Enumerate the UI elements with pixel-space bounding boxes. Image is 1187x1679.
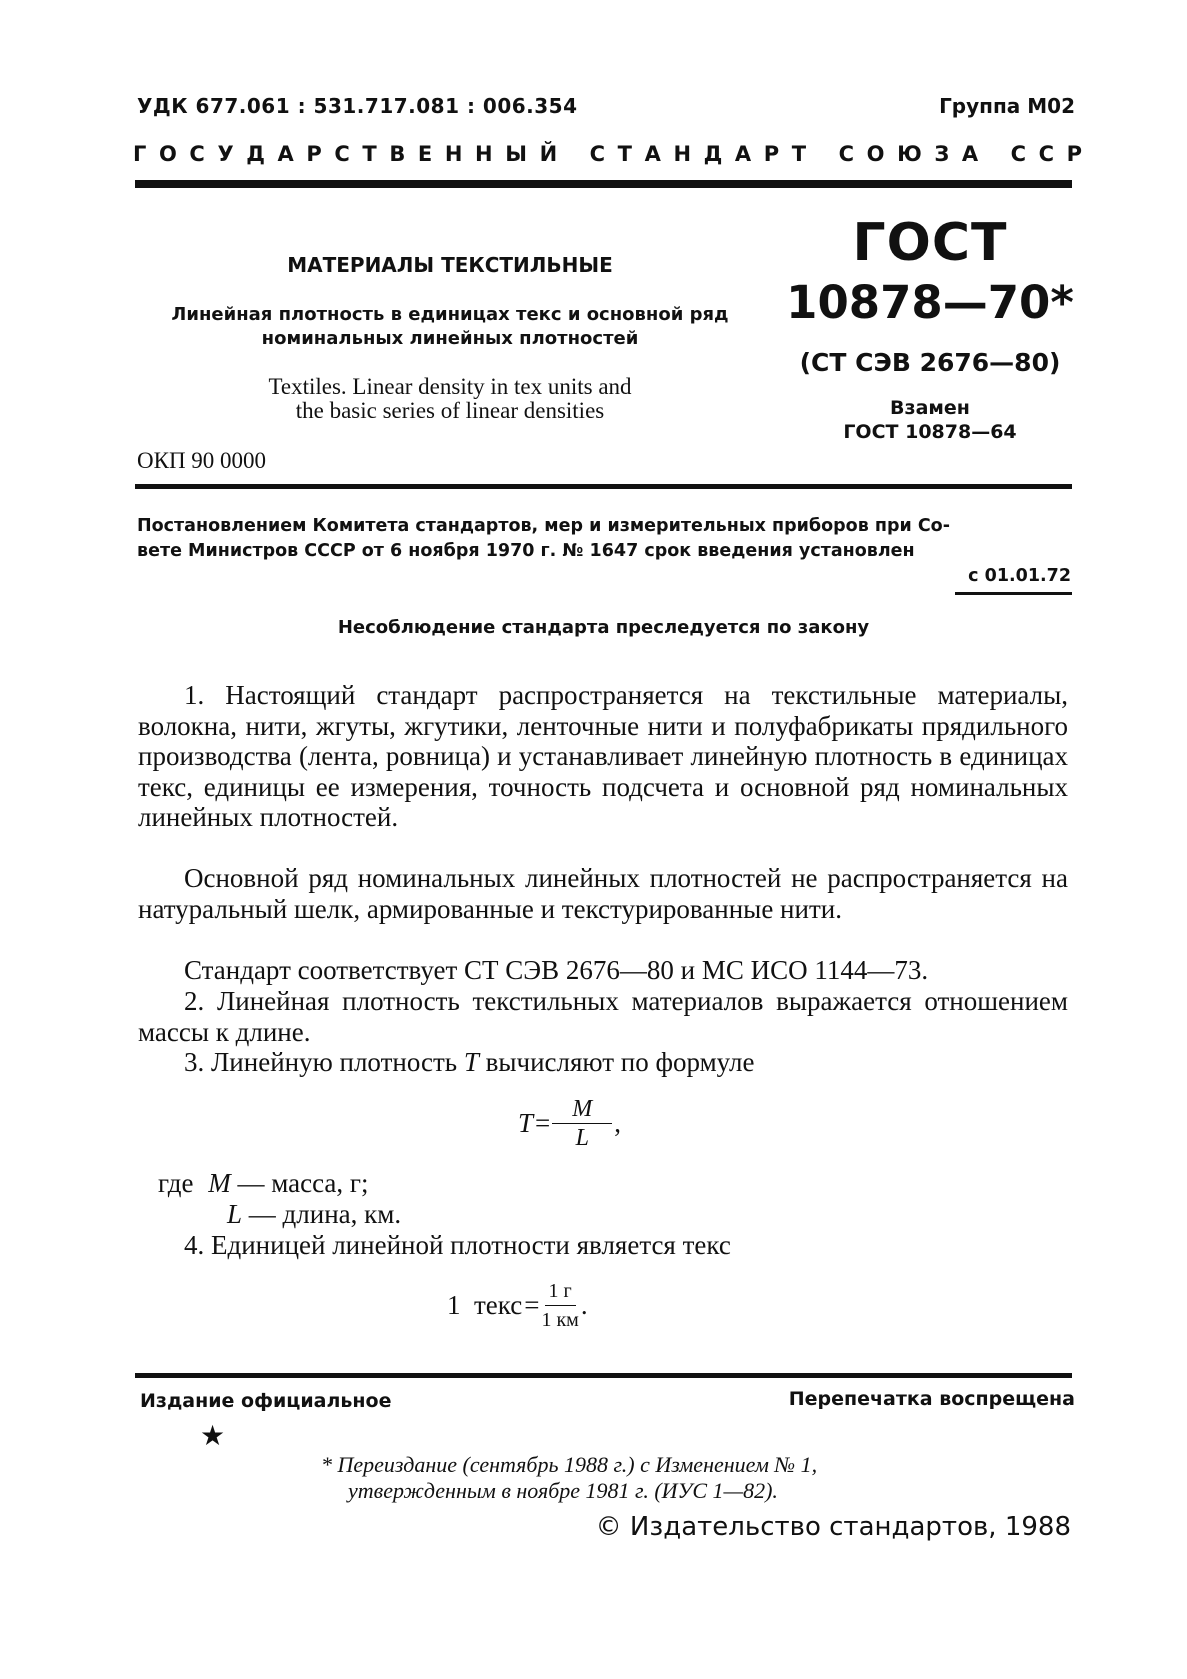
where-l-text: — длина, км. — [248, 1199, 402, 1229]
formula-intro-text: 3. Линейную плотность — [184, 1047, 458, 1077]
mid-rule — [135, 484, 1072, 489]
formula-tex — [447, 1277, 588, 1334]
formula2-fraction — [541, 1277, 578, 1334]
resolution-line2: вете Министров СССР от 6 ноября 1970 г. № 1647 срок введения установлен — [137, 541, 915, 561]
formula2-tail: . — [580, 1290, 588, 1320]
replaces-value: ГОСТ 10878—64 — [843, 421, 1017, 443]
formula-intro-tail: вычисляют по формуле — [485, 1047, 755, 1077]
law-notice: Несоблюдение стандарта преследуется по закону — [337, 617, 870, 638]
formula1-numerator: M — [552, 1095, 612, 1124]
gost-number: 10878—70* — [786, 276, 1074, 329]
where-l-var: L — [227, 1199, 243, 1229]
paragraph-formula-intro — [138, 1047, 1068, 1078]
title-heading: МАТЕРИАЛЫ ТЕКСТИЛЬНЫЕ — [287, 253, 613, 277]
top-rule — [135, 180, 1072, 188]
st-sev-code: (СТ СЭВ 2676—80) — [799, 348, 1061, 377]
variable-t: T — [463, 1047, 479, 1077]
reissue-note-line1: * Переиздание (сентябрь 1988 г.) с Изменением № 1, — [321, 1452, 818, 1477]
copyright: © Издательство стандартов, 1988 — [595, 1512, 1071, 1542]
date-underline — [955, 592, 1072, 595]
formula2-numerator: 1 г — [545, 1277, 576, 1306]
where-m-text: — масса, г; — [237, 1168, 369, 1198]
group-code: Группа М02 — [939, 94, 1075, 118]
state-standard-banner: ГОСУДАРСТВЕННЫЙ СТАНДАРТ СОЮЗА ССР — [133, 142, 1095, 166]
okp-code: ОКП 90 0000 — [137, 448, 267, 473]
resolution-line1: Постановлением Комитета стандартов, мер и измерительных приборов при Со- — [137, 516, 950, 536]
subtitle-ru-line1: Линейная плотность в единицах текс и основной ряд — [171, 304, 729, 325]
paragraph-definition: 2. Линейная плотность текстильных материалов выражается отношением массы к длине. — [138, 986, 1068, 1047]
official-edition: Издание официальное — [140, 1390, 392, 1412]
paragraph-compliance: Стандарт соответствует СТ СЭВ 2676—80 и МС ИСО 1144—73. — [184, 955, 929, 985]
resolution-date: с 01.01.72 — [968, 566, 1071, 586]
formula1-eq: = — [535, 1108, 551, 1138]
formula1-tail: , — [614, 1108, 622, 1138]
paragraph-series: Основной ряд номинальных линейных плотностей не распространяется на натуральный шелк, армированные и текстурированные нити. — [138, 863, 1068, 924]
formula1-lhs: T — [518, 1108, 534, 1138]
where-m-var: M — [208, 1168, 231, 1198]
subtitle-en-line2: the basic series of linear densities — [295, 398, 605, 423]
bottom-rule — [135, 1373, 1072, 1378]
where-mass — [158, 1168, 368, 1199]
formula1-denominator: L — [575, 1125, 589, 1151]
formula-linear-density — [518, 1095, 621, 1152]
gost-word: ГОСТ — [852, 213, 1008, 273]
reprint-prohibited: Перепечатка воспрещена — [788, 1388, 1075, 1410]
subtitle-en-line1: Textiles. Linear density in tex units and — [268, 374, 632, 399]
star-icon: ★ — [200, 1421, 226, 1452]
replaces-label: Взамен — [890, 397, 970, 419]
where-length — [227, 1199, 401, 1230]
paragraph-scope: 1. Настоящий стандарт распространяется на текстильные материалы, волокна, нити, жгуты, жгутики, ленточные нити и полуфабрикаты прядильного производства (лента, ровница) и устанавливает линейную плотность в единицах текс, единицы ее измерения, точность подсчета и основной ряд номинальных линейных плотностей. — [138, 680, 1068, 832]
formula2-eq: = — [524, 1290, 540, 1320]
formula2-denominator: 1 км — [541, 1309, 579, 1331]
formula2-lhs: 1 текс — [447, 1290, 523, 1320]
subtitle-ru-line2: номинальных линейных плотностей — [261, 328, 639, 349]
where-label: где — [158, 1168, 194, 1198]
reissue-note-line2: утвержденным в ноябре 1981 г. (ИУС 1—82). — [348, 1478, 778, 1503]
formula1-fraction — [552, 1095, 612, 1152]
paragraph-tex-unit: 4. Единицей линейной плотности является текс — [184, 1230, 731, 1260]
udk-code: УДК 677.061 : 531.717.081 : 006.354 — [137, 94, 578, 118]
